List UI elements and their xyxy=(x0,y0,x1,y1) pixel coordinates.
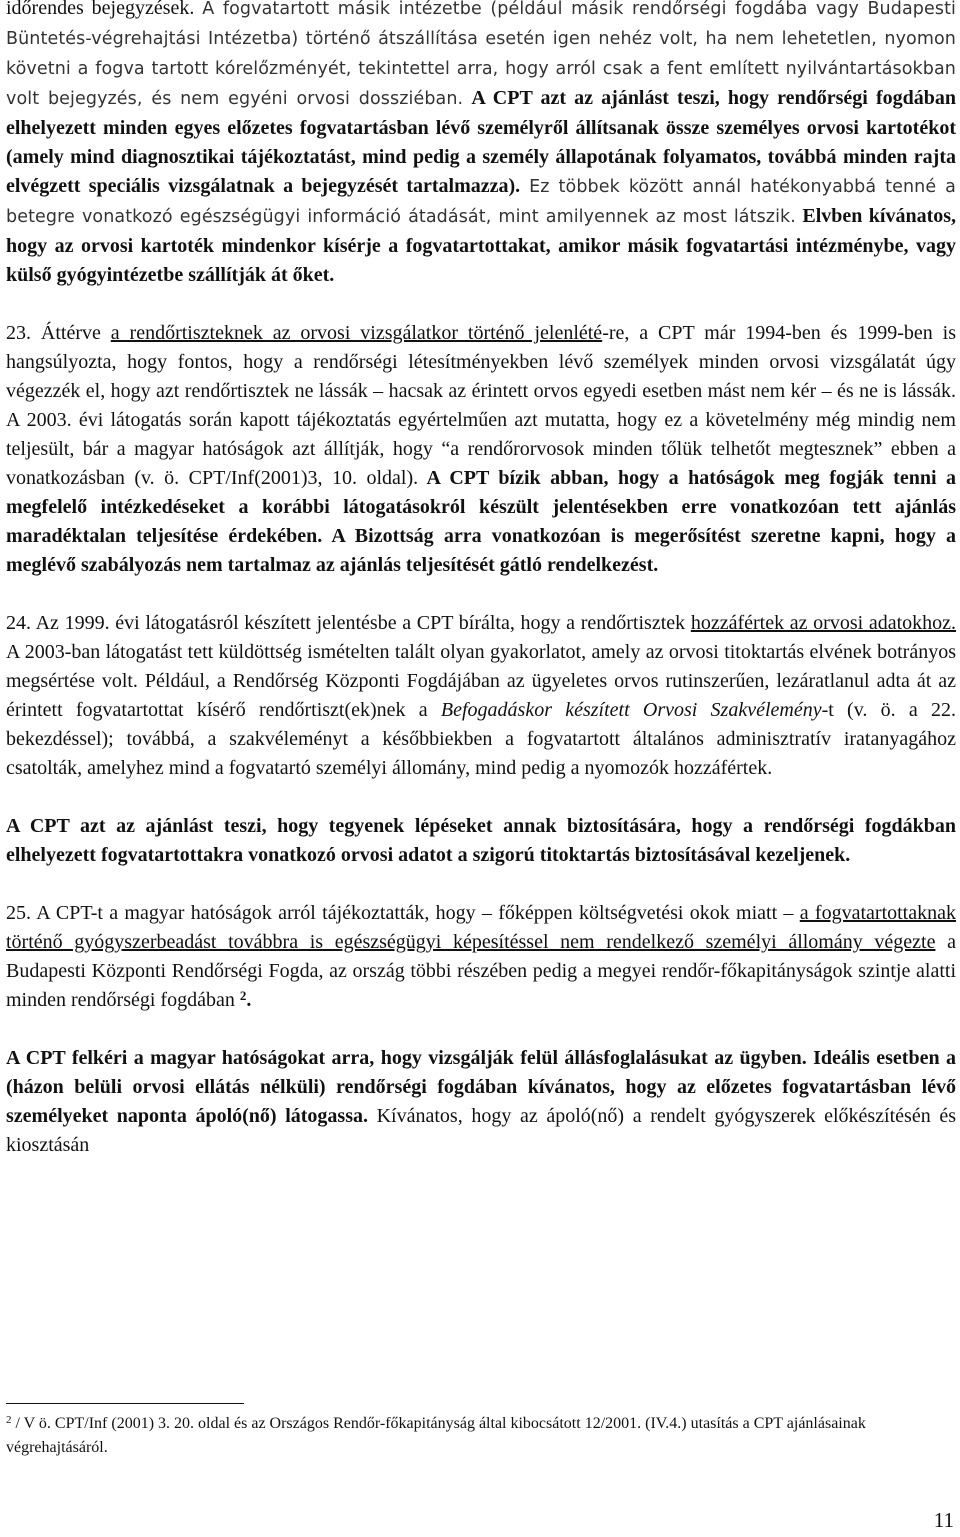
paragraph-recommendation-medical-file xyxy=(6,0,956,290)
paragraph-lead: A CPT-t a magyar hatóságok arról tájékoztatták, hogy – főképpen költségvetési okok miatt – xyxy=(36,902,800,924)
paragraph-lead: Az 1999. évi látogatásról készített jelentésbe a CPT bírálta, hogy a rendőrtisztek xyxy=(35,612,691,634)
paragraph-number: 25. xyxy=(6,902,37,924)
underlined-phrase: hozzáfértek az orvosi adatokhoz. xyxy=(690,612,957,634)
footnote-text: / V ö. CPT/Inf (2001) 3. 20. oldal és az Országos Rendőr-főkapitányság által kibocsátott 12/2001. (IV.4.) utasítás a CPT ajánlásainak végrehajtásáról. xyxy=(6,1415,866,1456)
paragraph-text: -re, a CPT már 1994-ben és 1999-ben is hangsúlyozta, hogy fontos, hogy a rendőrségi létesítményekben lévő személyek minden orvosi vizsgálatát úgy végezzék el, hogy azt rendőrtisztek ne lássák – hacsak az érintett orvos egyedi esetben mást nem kér – és ne is lássák. A 2003. évi látogatás során kapott tájékoztatás egyértelműen azt mutatta, hogy ez a követelmény még mindig nem teljesült, bár a magyar hatóságok azt állítják, hogy “a rendőrorvosok minden tőlük telhetőt megtesznek” ebben a vonatkozásban (v. ö. CPT/Inf(2001)3, 10. oldal). xyxy=(6,322,957,489)
paragraph-end-mark: . xyxy=(246,989,252,1011)
footnote-reference[interactable]: 2 xyxy=(239,988,247,1003)
paragraph-text: a Budapesti Központi Rendőrségi Fogda, az ország többi részében pedig a megyei rendőr-főkapitányságok szintje alatti minden rendőrségi fogdában xyxy=(6,931,956,1011)
recommendation-bold-text: A CPT felkéri a magyar hatóságokat arra, hogy vizsgálják felül állásfoglalásukat az ügyben. Ideális esetben a (házon belüli orvosi ellátás nélküli) rendőrségi fogdában kívánatos, hogy az előzetes fogvatartásban lévő személyeket naponta ápoló(nő) látogassa. xyxy=(6,1047,956,1127)
paragraph-24 xyxy=(6,609,956,783)
recommendation-bold-text: A CPT azt az ajánlást teszi, hogy rendőrségi fogdában elhelyezett minden egyes előzetes fogvatartásban lévő személyről állítsanak össze személyes orvosi kartotékot (amely mind diagnosztikai tájékoztatást, mind pedig a személy állapotának folyamatos, továbbá minden rajta elvégzett speciális vizsgálatnak a bejegyzését tartalmazza). xyxy=(6,87,956,197)
underlined-phrase: a rendőrtiszteknek az orvosi vizsgálatkor történő jelenlété xyxy=(110,322,603,344)
paragraph-text: Kívánatos, hogy az ápoló(nő) a rendelt gyógyszerek előkészítésén és kiosztásán xyxy=(6,1105,956,1156)
document-body xyxy=(6,0,956,1160)
recommendation-bold-text: A CPT azt az ajánlást teszi, hogy tegyenek lépéseket annak biztosítására, hogy a rendőrségi fogdákban elhelyezett fogvatartottakra vonatkozó orvosi adatot a szigorú titoktartás biztosításával kezeljenek. xyxy=(6,815,956,866)
recommendation-confidentiality xyxy=(6,812,956,870)
paragraph-23 xyxy=(6,319,956,580)
italic-document-title: Befogadáskor készített Orvosi Szakvélemény xyxy=(440,699,822,721)
paragraph-25 xyxy=(6,899,956,1015)
footnote xyxy=(6,1412,946,1460)
paragraph-number: 23. xyxy=(6,322,41,344)
recommendation-bold-text: A CPT bízik abban, hogy a hatóságok meg fogják tenni a megfelelő intézkedéseket a korábbi látogatásokról készült jelentésekben erre vonatkozóan tett ajánlás maradéktalan teljesítése érdekében. A Bizottság arra vonatkozóan is megerősítést szeretne kapni, hogy a meglévő szabályozás nem tartalmaz az ajánlás teljesítését gátló rendelkezést. xyxy=(6,467,956,576)
paragraph-lead: Áttérve xyxy=(40,322,111,344)
underlined-phrase: a fogvatartottaknak történő gyógyszerbeadást továbbra is egészségügyi képesítéssel nem rendelkező személyi állomány végezte xyxy=(6,902,956,953)
footnote-marker: 2 xyxy=(6,1414,12,1426)
paragraph-text-transfer: A fogvatartott másik intézetbe (például másik rendőrségi fogdába vagy Budapesti Büntetés-végrehajtási Intézetba) történő átszállítása esetén igen nehéz volt, ha nem lehetetlen, nyomon követni a fogva tartott kórelőzményét, tekintettel arra, hogy arról csak a fent említett nyilvántartásokban volt bejegyzés, és nem egyéni orvosi dossziéban. xyxy=(6,0,956,109)
page-number: 11 xyxy=(933,1508,954,1532)
paragraph-text-efficiency: Ez többek között annál hatékonyabbá tenné a betegre vonatkozó egészségügyi információ átadását, mint amilyennek az most látszik. xyxy=(6,177,956,227)
paragraph-number: 24. xyxy=(6,612,36,634)
recommendation-nurse-visits xyxy=(6,1044,956,1160)
paragraph-text: A 2003-ban látogatást tett küldöttség ismételten talált olyan gyakorlatot, amely az orvosi titoktartás elvének botrányos megsértése volt. Például, a Rendőrség Központi Fogdájában az ügyeletes orvos rutinszerűen, lezáratlanul adta át az érintett fogvatartottat kísérő rendőrtiszt(ek)nek a xyxy=(6,641,956,721)
paragraph-lead: időrendes bejegyzések. xyxy=(6,0,203,19)
paragraph-text-continued: -t (v. ö. a 22. bekezdéssel); továbbá, a szakvéleményt a későbbiekben a fogvatartott általános adminisztratív iratanyagához csatolták, amelyhez mind a fogvatartó személyi állomány, mind pedig a nyomozók hozzáfértek. xyxy=(6,699,956,779)
recommendation-bold-text-2: Elvben kívánatos, hogy az orvosi kartoték mindenkor kísérje a fogvatartottakat, amikor másik fogvatartási intézménybe, vagy külső gyógyintézetbe szállítják át őket. xyxy=(6,205,957,286)
footnote-divider xyxy=(6,1403,244,1404)
